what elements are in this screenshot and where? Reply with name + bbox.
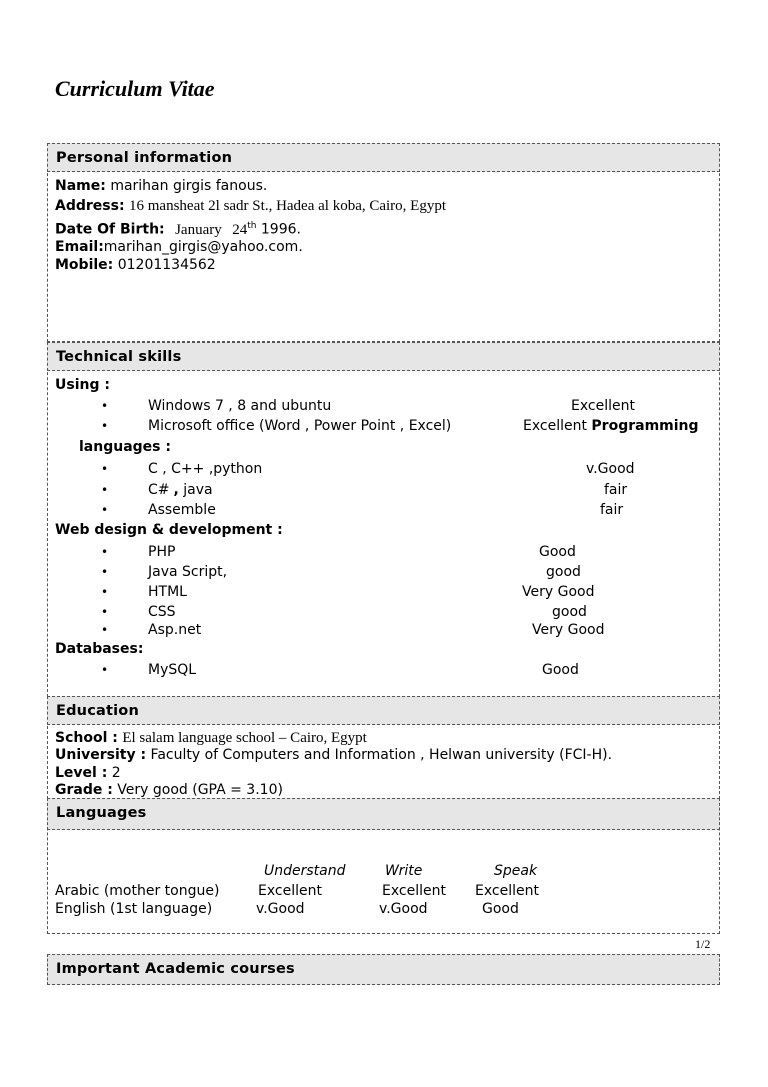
school-label: School :	[55, 730, 118, 746]
document-title: Curriculum Vitae	[55, 76, 215, 101]
bullet: •	[101, 585, 109, 599]
language-write: v.Good	[379, 901, 428, 917]
level-label: Level :	[55, 765, 108, 781]
mobile-label: Mobile:	[55, 257, 114, 273]
skill-level: Good	[542, 662, 579, 678]
skill-name-line: C# , java	[148, 482, 213, 498]
technical-skills-heading: Technical skills	[47, 342, 720, 371]
dob-year: 1996.	[260, 221, 301, 238]
skill-level: good	[546, 564, 581, 580]
language-speak: Excellent	[475, 883, 539, 899]
bullet: •	[101, 663, 109, 677]
programming-word: Programming	[591, 418, 699, 434]
bullet: •	[101, 503, 109, 517]
skill-level: v.Good	[586, 461, 635, 477]
programming-languages-label: languages :	[79, 439, 171, 455]
bullet: •	[101, 399, 109, 413]
name-label: Name:	[55, 178, 106, 194]
language-name: Arabic (mother tongue)	[55, 883, 220, 899]
languages-heading: Languages	[47, 798, 720, 830]
language-write: Excellent	[382, 883, 446, 899]
skill-level: fair	[604, 482, 628, 498]
level-value: 2	[111, 765, 121, 781]
using-label: Using :	[55, 377, 110, 393]
school-value: El salam language school – Cairo, Egypt	[122, 730, 367, 746]
skill-level-line	[523, 417, 699, 435]
bullet: •	[101, 462, 109, 476]
university-line	[55, 746, 612, 764]
language-name: English (1st language)	[55, 901, 213, 917]
dob-suffix: th	[247, 221, 257, 231]
bullet: •	[101, 419, 109, 433]
dob-month: January	[175, 221, 222, 238]
dob-label: Date Of Birth:	[55, 221, 165, 238]
skill-level: Excellent	[523, 418, 587, 434]
level-line	[55, 764, 121, 782]
email-label: Email:	[55, 239, 104, 255]
personal-info-heading: Personal information	[47, 143, 720, 172]
skill-level: Good	[539, 544, 576, 560]
grade-label: Grade :	[55, 782, 113, 798]
skill-name: Asp.net	[148, 622, 202, 638]
skill-name: CSS	[148, 604, 176, 620]
skill-name: PHP	[148, 544, 176, 560]
skill-level: fair	[600, 502, 624, 518]
education-heading: Education	[47, 696, 720, 725]
column-speak: Speak	[494, 863, 538, 879]
email-value: marihan_girgis@yahoo.com.	[103, 239, 303, 255]
skill-name: Java Script,	[148, 564, 228, 580]
skill-level: good	[552, 604, 587, 620]
bullet: •	[101, 545, 109, 559]
bullet: •	[101, 623, 109, 637]
dob-line	[55, 217, 301, 239]
skill-name: MySQL	[148, 662, 197, 678]
language-understand: Excellent	[258, 883, 322, 899]
university-label: University :	[55, 747, 147, 763]
skill-level: Excellent	[571, 398, 635, 414]
technical-skills-section	[47, 342, 720, 697]
page-number: 1/2	[695, 937, 711, 951]
column-understand: Understand	[264, 863, 346, 879]
skill-name: Microsoft office (Word , Power Point , Excel)	[148, 418, 452, 434]
name-value: marihan girgis fanous.	[110, 178, 268, 194]
academic-courses-heading: Important Academic courses	[47, 954, 720, 985]
web-design-label: Web design & development :	[55, 522, 283, 538]
skill-name: Assemble	[148, 502, 216, 518]
bullet: •	[101, 565, 109, 579]
skill-name: C , C++ ,python	[148, 461, 263, 477]
column-write: Write	[385, 863, 423, 879]
skill-level: Very Good	[532, 622, 605, 638]
school-line	[55, 729, 367, 747]
bullet: •	[101, 483, 109, 497]
databases-label: Databases:	[55, 641, 144, 657]
skill-name: Windows 7 , 8 and ubuntu	[148, 398, 332, 414]
email-line	[55, 238, 303, 256]
address-value: 16 mansheat 2l sadr St., Hadea al koba, Cairo, Egypt	[129, 198, 447, 214]
language-understand: v.Good	[256, 901, 305, 917]
name-line	[55, 177, 267, 195]
mobile-line	[55, 256, 216, 274]
dob-day: 24	[232, 221, 248, 238]
skill-name-2: java	[178, 482, 213, 498]
university-value: Faculty of Computers and Information , Helwan university (FCI-H).	[150, 747, 613, 763]
grade-line	[55, 781, 283, 799]
mobile-value: 01201134562	[117, 257, 216, 273]
bullet: •	[101, 605, 109, 619]
grade-value: Very good (GPA = 3.10)	[117, 782, 283, 798]
skill-level: Very Good	[522, 584, 595, 600]
language-speak: Good	[482, 901, 519, 917]
skill-name: C#	[148, 482, 170, 498]
address-label: Address:	[55, 198, 125, 214]
skill-name: HTML	[148, 584, 187, 600]
address-line	[55, 197, 446, 215]
